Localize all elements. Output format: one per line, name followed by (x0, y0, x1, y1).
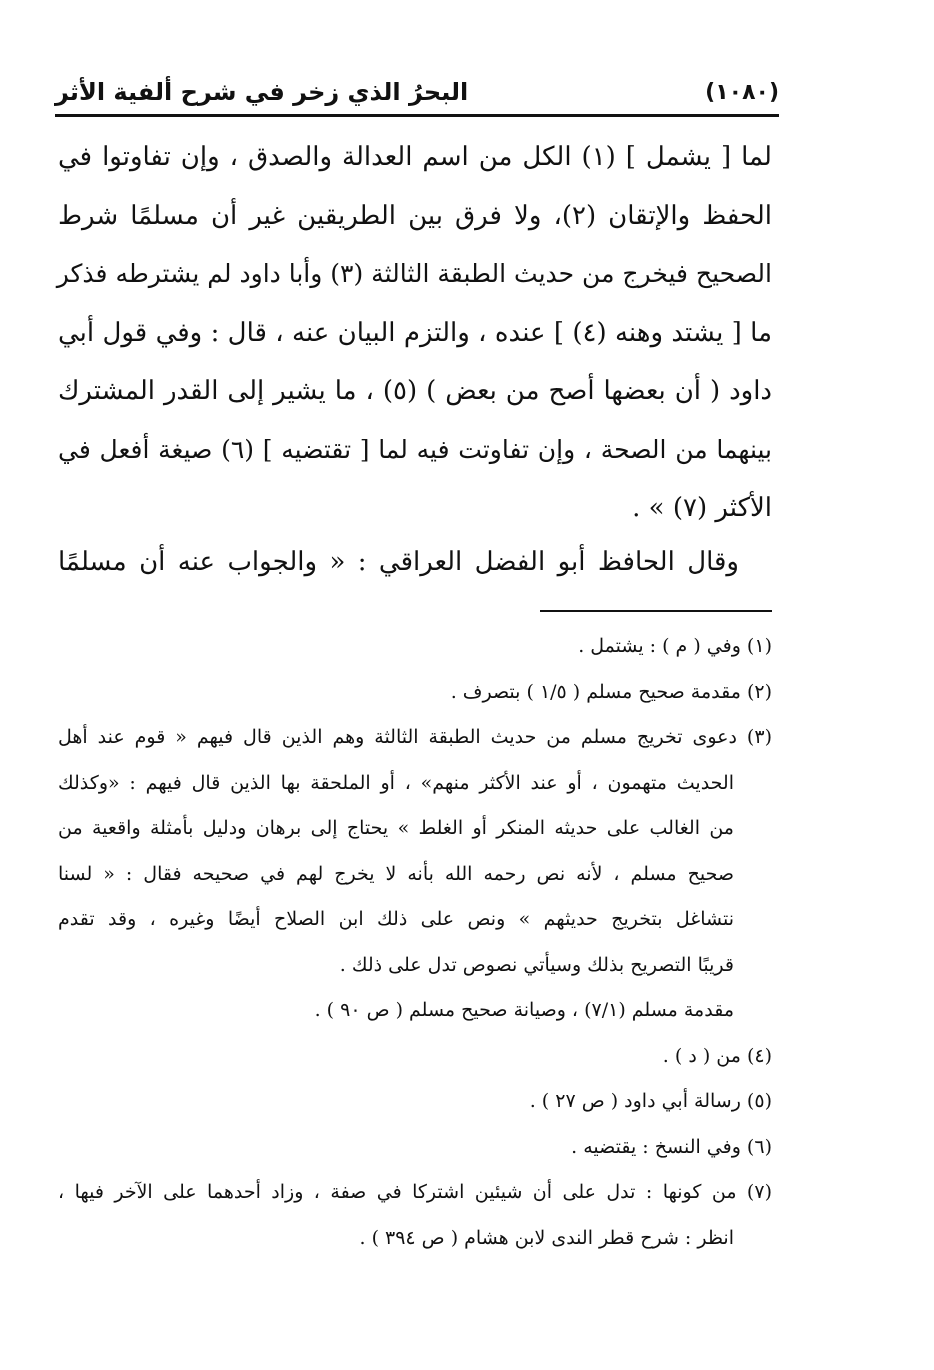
footnote-3-line: الحديث متهمون ، أو عند الأكثر منهم» ، أو الملحقة بها الذين قال فيهم : «وكذلك (58, 771, 734, 794)
main-text-line: ما [ يشتد وهنه (٤) ] عنده ، والتزم البيان عنه ، قال : وفي قول أبي (58, 317, 772, 348)
footnote-2: (٢) مقدمة صحيح مسلم ( ١/٥ ) بتصرف . (450, 680, 772, 703)
footnote-3: (٣) دعوى تخريج مسلم من حديث الطبقة الثالثة وهم الذين قال فيهم « قوم عند أهل (58, 726, 772, 748)
footnote-1: (١) وفي ( م ) : يشتمل . (578, 635, 772, 657)
page-number: (١٠٨٠) (705, 79, 779, 105)
footnote-3-line: قريبًا التصريح بذلك وسيأتي نصوص تدل على ذلك . (339, 953, 734, 976)
footnote-3-source: مقدمة مسلم (٧/١) ، وصيانة صحيح مسلم ( ص ٩٠ ) . (314, 999, 734, 1021)
footnote-separator (540, 610, 772, 612)
footnote-5: (٥) رسالة أبي داود ( ص ٢٧ ) . (529, 1090, 772, 1112)
main-text-line: بينهما من الصحة ، وإن تفاوتت فيه لما [ تقتضيه ] (٦) صيغة أفعل في (58, 434, 772, 464)
footnote-3-line: نتشاغل بتخريج حديثهم » ونص على ذلك ابن الصلاح أيضًا وغيره ، وقد تقدم (58, 908, 734, 930)
main-text-line: الأكثر (٧) » . (632, 493, 772, 523)
footnote-6: (٦) وفي النسخ : يقتضيه . (571, 1135, 772, 1158)
footnote-7-line: انظر : شرح قطر الندى لابن هشام ( ص ٣٩٤ ) . (359, 1226, 734, 1249)
footnote-7: (٧) من كونها : تدل على أن شيئين اشتركا في صفة ، وزاد أحدهما على الآخر فيها ، (58, 1181, 772, 1203)
footnote-3-line: صحيح مسلم ، لأنه نص رحمه الله بأنه لا يخرج لهم في صحيحه فقال : « لسنا (58, 862, 734, 885)
main-text-line: لما [ يشمل ] (١) الكل من اسم العدالة والصدق ، وإن تفاوتوا في (58, 142, 772, 172)
footnote-3-line: من الغالب على حديثه المنكر أو الغلط » يحتاج إلى برهان ودليل بأمثلة واقعية من (58, 817, 734, 839)
footnotes (58, 624, 772, 1261)
main-text-line: داود ( أن بعضها أصح من بعض ) (٥) ، ما يشير إلى القدر المشترك (58, 376, 773, 406)
footnote-4: (٤) من ( د ) . (662, 1044, 772, 1067)
running-header (55, 74, 779, 110)
main-text-line: الصحيح فيخرج من حديث الطبقة الثالثة (٣) وأبا داود لم يشترطه فذكر (56, 259, 772, 288)
book-title: البحرُ الذي زخر في شرح ألفية الأثر (55, 78, 469, 106)
header-rule (55, 114, 779, 117)
main-text-line: الحفظ والإتقان (٢)، ولا فرق بين الطريقين غير أن مسلمًا شرط (58, 200, 772, 231)
main-text (58, 128, 772, 538)
paragraph-start-line: وقال الحافظ أبو الفضل العراقي : « والجواب عنه أن مسلمًا (58, 547, 739, 577)
